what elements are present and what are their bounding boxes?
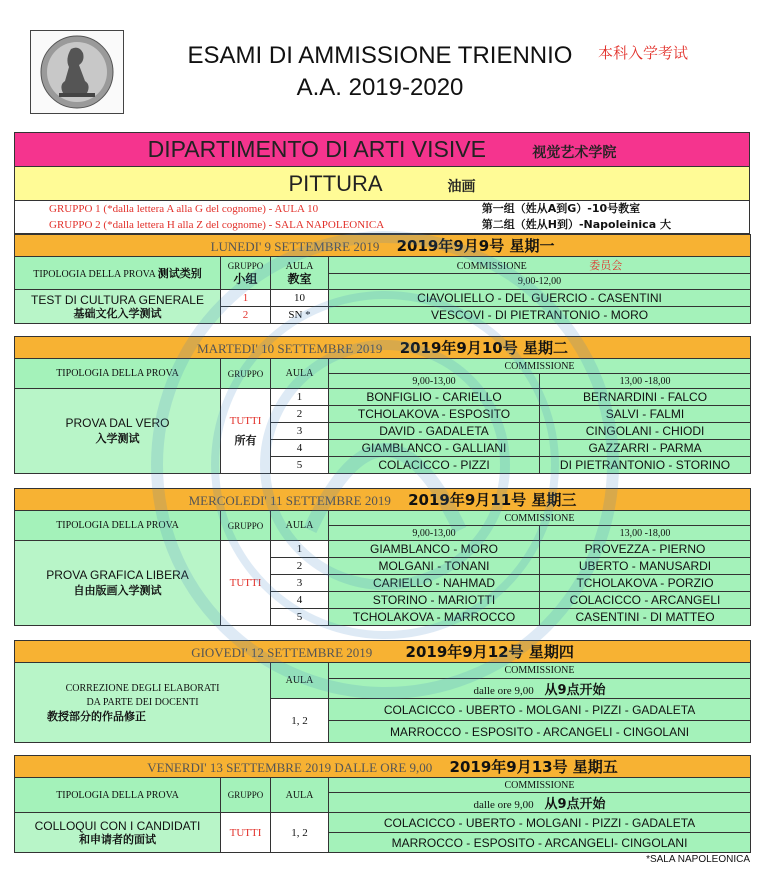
day2-block (14, 336, 750, 474)
academy-seal-logo (30, 30, 124, 114)
day3-block (14, 488, 750, 626)
day3-row1-pm: PROVEZZA - PIERNO (540, 541, 751, 558)
day5-col-type: TIPOLOGIA DELLA PROVA (15, 778, 221, 813)
day5-col-group: GRUPPO (221, 778, 271, 813)
group-1-cn: 第一组（姓从A到G）-10号教室 (481, 202, 641, 215)
day3-row5-pm: CASENTINI - DI MATTEO (540, 609, 751, 626)
day1-col-group: GRUPPO 小组 (221, 257, 271, 290)
group-1-line (49, 201, 747, 217)
day2-date-cn: 2019年9月10号 星期二 (399, 339, 568, 357)
day4-commission-header: COMMISSIONE (329, 663, 751, 679)
day5-test: COLLOQUI CON I CANDIDATI 和申请者的面试 (15, 813, 221, 853)
day3-date: MERCOLEDI' 11 SETTEMBRE 2019 (188, 493, 391, 508)
day2-row4-room: 4 (271, 440, 329, 457)
day2-row1-am: BONFIGLIO - CARIELLO (329, 389, 540, 406)
day2-date: MARTEDI' 10 SETTEMBRE 2019 (197, 341, 383, 356)
day5-date-cn: 2019年9月13号 星期五 (449, 758, 618, 776)
group-2-text: GRUPPO 2 (*dalla lettera H alla Z del cognome) - SALA NAPOLEONICA (49, 219, 385, 231)
day3-row4-am: STORINO - MARIOTTI (329, 592, 540, 609)
day5-time: dalle ore 9,00 从9点开始 (329, 793, 751, 813)
day3-row1-room: 1 (271, 541, 329, 558)
day3-commission-header: COMMISSIONE (329, 511, 751, 526)
day2-row3-pm: CINGOLANI - CHIODI (540, 423, 751, 440)
day5-group: TUTTI (221, 813, 271, 853)
day2-test: PROVA DAL VERO 入学测试 (15, 389, 221, 474)
day2-row5-am: COLACICCO - PIZZI (329, 457, 540, 474)
day1-date-cn: 2019年9月9号 星期一 (396, 237, 555, 255)
day2-col-room: AULA (271, 359, 329, 389)
day1-row2-group: 2 (221, 307, 271, 324)
day3-row1-am: GIAMBLANCO - MORO (329, 541, 540, 558)
day4-block (14, 640, 750, 743)
day2-row1-room: 1 (271, 389, 329, 406)
day4-rooms: 1, 2 (271, 699, 329, 743)
day5-col-room: AULA (271, 778, 329, 813)
day2-row3-am: DAVID - GADALETA (329, 423, 540, 440)
day1-row1-group: 1 (221, 290, 271, 307)
groups-cell (15, 201, 750, 234)
day1-row1-room: 10 (271, 290, 329, 307)
group-2-cn: 第二组（姓从H到）-Napoleinica 大 (481, 218, 671, 231)
day3-test: PROVA GRAFICA LIBERA 自由版画入学测试 (15, 541, 221, 626)
day4-date-cn: 2019年9月12号 星期四 (405, 643, 574, 661)
day2-time-pm: 13,00 -18,00 (540, 374, 751, 389)
title-line-2: A.A. 2019-2020 (296, 74, 464, 101)
day2-row5-room: 5 (271, 457, 329, 474)
day3-row3-pm: TCHOLAKOVA - PORZIO (540, 575, 751, 592)
course-name-cn: 油画 (447, 178, 476, 195)
day2-row4-pm: GAZZARRI - PARMA (540, 440, 751, 457)
day2-row5-pm: DI PIETRANTONIO - STORINO (540, 457, 751, 474)
day2-row2-room: 2 (271, 406, 329, 423)
department-name-cell (15, 133, 750, 167)
day5-members-1: COLACICCO - UBERTO - MOLGANI - PIZZI - GADALETA (329, 813, 751, 833)
day1-block (14, 234, 750, 324)
day3-col-group: GRUPPO (221, 511, 271, 541)
day2-time-am: 9,00-13,00 (329, 374, 540, 389)
day1-test: TEST DI CULTURA GENERALE 基础文化入学测试 (15, 290, 221, 324)
day5-members-2: MARROCCO - ESPOSITO - ARCANGELI- CINGOLANI (329, 833, 751, 853)
group-2-line (49, 217, 747, 233)
day4-time: dalle ore 9,00 从9点开始 (329, 679, 751, 699)
department-name-cn: 视觉艺术学院 (532, 145, 617, 161)
day4-test: CORREZIONE DEGLI ELABORATI DA PARTE DEI DOCENTI 教授部分的作品修正 (15, 663, 271, 743)
department-name: DIPARTIMENTO DI ARTI VISIVE (147, 136, 486, 162)
day3-row5-am: TCHOLAKOVA - MARROCCO (329, 609, 540, 626)
day2-row4-am: GIAMBLANCO - GALLIANI (329, 440, 540, 457)
title-line-1: ESAMI DI AMMISSIONE TRIENNIO (187, 42, 573, 69)
day5-block (14, 755, 750, 853)
day2-row2-pm: SALVI - FALMI (540, 406, 751, 423)
day1-header (15, 235, 751, 257)
day5-header (15, 756, 751, 778)
footnote: *SALA NAPOLEONICA (646, 854, 750, 865)
day5-date: VENERDI' 13 SETTEMBRE 2019 DALLE ORE 9,00 (147, 760, 433, 775)
day1-date: LUNEDI' 9 SETTEMBRE 2019 (210, 239, 380, 254)
day3-col-type: TIPOLOGIA DELLA PROVA (15, 511, 221, 541)
day3-col-room: AULA (271, 511, 329, 541)
title-chinese: 本科入学考试 (598, 44, 689, 62)
day3-header (15, 489, 751, 511)
day3-time-pm: 13,00 -18,00 (540, 526, 751, 541)
day3-group: TUTTI (221, 541, 271, 626)
day2-commission-header: COMMISSIONE (329, 359, 751, 374)
day3-row3-room: 3 (271, 575, 329, 592)
day2-group: TUTTI 所有 (221, 389, 271, 474)
day2-header (15, 337, 751, 359)
day1-col-room: AULA 教室 (271, 257, 329, 290)
day3-time-am: 9,00-13,00 (329, 526, 540, 541)
day4-header (15, 641, 751, 663)
day1-row2-room: SN * (271, 307, 329, 324)
day3-row4-room: 4 (271, 592, 329, 609)
course-cell (15, 167, 750, 201)
page-title (140, 40, 620, 104)
day2-row2-am: TCHOLAKOVA - ESPOSITO (329, 406, 540, 423)
day4-date: GIOVEDI' 12 SETTEMBRE 2019 (191, 645, 373, 660)
day2-col-type: TIPOLOGIA DELLA PROVA (15, 359, 221, 389)
day3-row2-pm: UBERTO - MANUSARDI (540, 558, 751, 575)
day5-rooms: 1, 2 (271, 813, 329, 853)
day1-commission-header: COMMISSIONE 委员会 (329, 257, 751, 274)
group-1-text: GRUPPO 1 (*dalla lettera A alla G del cognome) - AULA 10 (49, 203, 319, 215)
day3-row4-pm: COLACICCO - ARCANGELI (540, 592, 751, 609)
day1-row1-members: CIAVOLIELLO - DEL GUERCIO - CASENTINI (329, 290, 751, 307)
day1-col-type: TIPOLOGIA DELLA PROVA 测试类别 (15, 257, 221, 290)
department-block (14, 132, 750, 234)
day3-row5-room: 5 (271, 609, 329, 626)
day3-row2-am: MOLGANI - TONANI (329, 558, 540, 575)
day2-row3-room: 3 (271, 423, 329, 440)
day4-members-2: MARROCCO - ESPOSITO - ARCANGELI - CINGOLANI (329, 721, 751, 743)
day3-date-cn: 2019年9月11号 星期三 (408, 491, 577, 509)
day2-row1-pm: BERNARDINI - FALCO (540, 389, 751, 406)
day3-row2-room: 2 (271, 558, 329, 575)
day3-row3-am: CARIELLO - NAHMAD (329, 575, 540, 592)
day4-col-room: AULA (271, 663, 329, 699)
day1-row2-members: VESCOVI - DI PIETRANTONIO - MORO (329, 307, 751, 324)
course-name: PITTURA (288, 170, 382, 196)
day2-col-group: GRUPPO (221, 359, 271, 389)
day5-commission-header: COMMISSIONE (329, 778, 751, 793)
day1-time: 9,00-12,00 (329, 274, 751, 290)
day4-members-1: COLACICCO - UBERTO - MOLGANI - PIZZI - GADALETA (329, 699, 751, 721)
